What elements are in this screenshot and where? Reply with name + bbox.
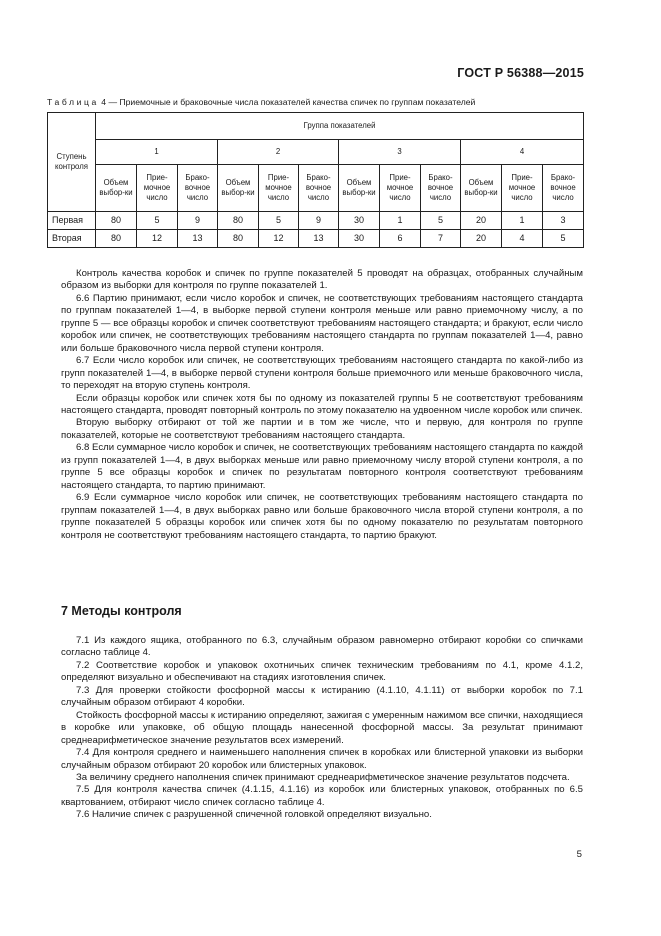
subheader-acceptance: Прие-мочное число: [137, 165, 178, 212]
table-caption-word: Таблица: [47, 97, 99, 107]
table-cell: 1: [502, 212, 543, 230]
subheader-rejection: Брако-вочное число: [421, 165, 461, 212]
table-cell: 5: [259, 212, 299, 230]
table-caption: [47, 97, 607, 107]
table-cell: 20: [461, 212, 502, 230]
subheader-rejection: Брако-вочное число: [299, 165, 339, 212]
stage-label: Вторая: [48, 230, 96, 248]
paragraph-6-9: 6.9 Если суммарное число коробок или спичек, не соответствующих требованиям настоящего стандарта по группам показателей 1—4, в двух выборках равно или больше браковочного числа второй ступени контроля, а по группе показателей 5 образцы коробок или спичек хотя бы по одному показателю по результатам повторного контроля не соответствуют требованиям настоящего стандарта, то партию бракуют.: [61, 492, 583, 541]
subheader-sample-size: Объем выбор-ки: [339, 165, 380, 212]
table-cell: 30: [339, 230, 380, 248]
paragraph-7-1: 7.1 Из каждого ящика, отобранного по 6.3, случайным образом равномерно отбирают коробки со спичками согласно таблице 4.: [61, 635, 583, 659]
body-text-top: [61, 268, 583, 542]
table-cell: 80: [96, 230, 137, 248]
subheader-rejection: Брако-вочное число: [543, 165, 584, 212]
paragraph-7-4: 7.4 Для контроля среднего и наименьшего наполнения спичек в коробках или блистерной упаковки из выборки случайным образом отбирают 20 коробок или блистерных упаковок.: [61, 747, 583, 771]
table-cell: 20: [461, 230, 502, 248]
paragraph: Контроль качества коробок и спичек по группе показателей 5 проводят на образцах, отобранных случайным образом из выборки для контроля по группе показателей 1.: [61, 268, 583, 292]
table-cell: 30: [339, 212, 380, 230]
group-number: 3: [339, 140, 461, 165]
table-cell: 80: [218, 212, 259, 230]
body-text-bottom: [61, 635, 583, 822]
table-cell: 13: [178, 230, 218, 248]
table-cell: 80: [218, 230, 259, 248]
table-caption-text: 4 — Приемочные и браковочные числа показателей качества спичек по группам показателей: [98, 97, 476, 107]
table-cell: 80: [96, 212, 137, 230]
paragraph-7-6: 7.6 Наличие спичек с разрушенной спичечной головкой определяют визуально.: [76, 809, 432, 821]
table-cell: 9: [178, 212, 218, 230]
table-cell: 1: [380, 212, 421, 230]
subheader-sample-size: Объем выбор-ки: [96, 165, 137, 212]
stage-label: Первая: [48, 212, 96, 230]
paragraph: Вторую выборку отбирают от той же партии и в том же числе, что и первую, для контроля по группе показателей, которые не соответствуют требованиям настоящего стандарта.: [61, 417, 583, 441]
standard-code: ГОСТ Р 56388—2015: [457, 66, 584, 80]
table-cell: 3: [543, 212, 584, 230]
subheader-acceptance: Прие-мочное число: [502, 165, 543, 212]
paragraph: Если образцы коробок или спичек хотя бы по одному из показателей группы 5 не соответствуют требованиям настоящего стандарта, проводят повторный контроль по этому показателю на удвоенном числе коробок или спичек.: [61, 392, 583, 416]
paragraph-6-7: 6.7 Если число коробок или спичек, не соответствующих требованиям настоящего стандарта по какой-либо из групп показателей 1—4, в выборке первой ступени контроля больше приемочного или меньше браковочного числа, то переходят на вторую ступень контроля.: [61, 355, 583, 392]
page-number: 5: [576, 849, 582, 860]
group-header: Группа показателей: [96, 113, 584, 140]
table-cell: 4: [502, 230, 543, 248]
table-cell: 12: [259, 230, 299, 248]
table-cell: 6: [380, 230, 421, 248]
paragraph-7-5: 7.5 Для контроля качества спичек (4.1.15, 4.1.16) из коробок или блистерных упаковок, отобранных по 6.5 квартованием, отбирают число спичек согласно таблице 4.: [61, 784, 583, 808]
subheader-sample-size: Объем выбор-ки: [461, 165, 502, 212]
paragraph-7-2: 7.2 Соответствие коробок и упаковок охотничьих спичек техническим требованиям по 4.1, кроме 4.1.2, определяют визуально и обеспечивают на стадиях изготовления спичек.: [61, 659, 583, 684]
acceptance-table: [47, 112, 584, 248]
table-cell: 5: [421, 212, 461, 230]
paragraph: Стойкость фосфорной массы к истиранию определяют, зажигая с умеренным нажимом все спички, находящиеся в коробке или упаковке, об общую площадь нанесенной фосфорной массы. За результат принимают среднеарифметическое значение результатов всех измерений.: [61, 709, 583, 746]
table-row: [48, 230, 584, 248]
table-cell: 5: [543, 230, 584, 248]
group-number: 2: [218, 140, 339, 165]
paragraph-6-6: 6.6 Партию принимают, если число коробок и спичек, не соответствующих требованиям настоящего стандарта по группам показателей 1—4, в выборке первой ступени контроля меньше или равно приемочному числу, а по группе 5 — все образцы коробок и спичек соответствуют требованиям настоящего стандарта; и бракуют, если число коробок или спичек, не соответствующих требованиям настоящего стандарта по группам показателей 1—4, равно или больше браковочного числа первой ступени контроля.: [61, 292, 583, 354]
table-cell: 5: [137, 212, 178, 230]
subheader-rejection: Брако-вочное число: [178, 165, 218, 212]
table-cell: 12: [137, 230, 178, 248]
paragraph-7-3: 7.3 Для проверки стойкости фосфорной массы к истиранию (4.1.10, 4.1.11) от выборки коробок по 7.1 случайным образом отбирают 4 коробки.: [61, 684, 583, 709]
section-title: 7 Методы контроля: [61, 604, 182, 618]
group-number: 1: [96, 140, 218, 165]
paragraph-6-8: 6.8 Если суммарное число коробок и спичек, не соответствующих требованиям настоящего стандарта по каждой из групп показателей 1—4, в двух выборках меньше или равно приемочному числу второй ступени контроля, а по группе 5 все образцы коробок и спичек по результатам повторного контроля соответствуют требованиям настоящего стандарта, то партию принимают.: [61, 442, 583, 491]
paragraph: За величину среднего наполнения спичек принимают среднеарифметическое значение результатов подсчета.: [76, 771, 570, 783]
subheader-acceptance: Прие-мочное число: [380, 165, 421, 212]
table-cell: 13: [299, 230, 339, 248]
table-cell: 9: [299, 212, 339, 230]
table-cell: 7: [421, 230, 461, 248]
group-number: 4: [461, 140, 584, 165]
stage-header: Ступень контроля: [48, 113, 96, 212]
subheader-sample-size: Объем выбор-ки: [218, 165, 259, 212]
table-row: [48, 212, 584, 230]
subheader-acceptance: Прие-мочное число: [259, 165, 299, 212]
